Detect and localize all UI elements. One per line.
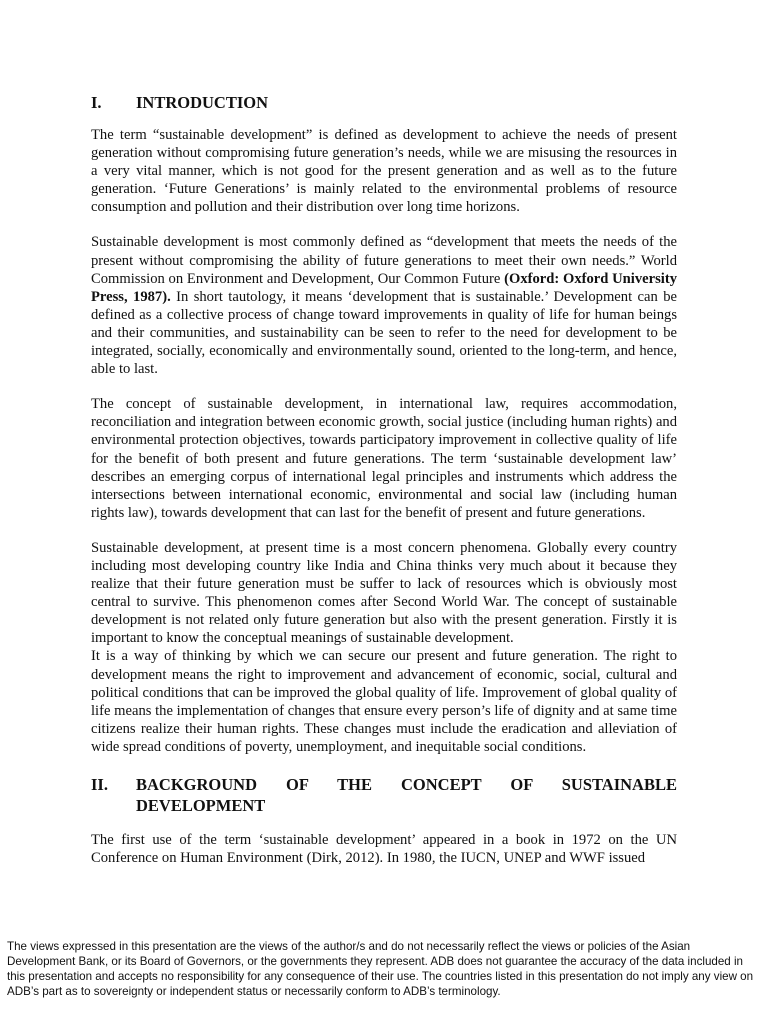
section-number: II. [91, 775, 108, 794]
section-number: I. [91, 93, 102, 112]
section-heading-introduction [91, 92, 677, 113]
section-title: INTRODUCTION [136, 93, 269, 112]
paragraph-text-part: Sustainable development is most commonly defined as “development that meets the needs of the present without compromising the ability of future generations to meet their own needs.” World Commission on Environment and Development, Our Common Future [91, 234, 677, 287]
disclaimer-footer: The views expressed in this presentation are the views of the author/s and do not necessarily reflect the views or policies of the Asian Development Bank, or its Board of Governors, or the governments they represent. ADB does not guarantee the accuracy of the data included in this presentation and accepts no responsibility for any consequence of their use. The countries listed in this presentation do not imply any view on ADB’s part as to sovereignty or independent status or necessarily conform to ADB’s terminology. [7, 939, 759, 999]
paragraph-international-law: The concept of sustainable development, in international law, requires accommodation, reconciliation and integration between economic growth, social justice (including human rights) and environmental protection objectives, towards participatory improvement in collective quality of life for the benefit of both present and future generations. The term ‘sustainable development law’ describes an emerging corpus of international legal principles and instruments which address the intersections between international economic, environmental and social law (including human rights law), towards development that can last for the benefit of present and future generations. [91, 396, 678, 521]
paragraph-first-use: The first use of the term ‘sustainable development’ appeared in a book in 1972 on the UN Conference on Human Environment (Dirk, 2012). In 1980, the IUCN, UNEP and WWF issued [91, 832, 677, 867]
document-body [91, 92, 677, 884]
section-title: BACKGROUND OF THE CONCEPT OF SUSTAINABLE DEVELOPMENT [136, 775, 677, 815]
citation-bold: (Oxford: Oxford University Press, 1987). [91, 270, 677, 305]
paragraph-text-part: In short tautology, it means ‘development that is sustainable.’ Development can be defined as a collective process of change toward improvements in quality of life for human beings and their communities, and sustainability can be seen to refer to the need for development to be integrated, socially, economically and environmentally sound, oriented to the long-term, and hence, able to last. [91, 288, 677, 378]
section-heading-background [91, 774, 677, 816]
paragraph-common-definition [91, 233, 677, 378]
paragraph-present-concern: Sustainable development, at present time is a most concern phenomena. Globally every country including most developing country like India and China thinks very much about it because they realize that their future generation must be suffer to lack of resources which is obviously most central to survive. This phenomenon comes after Second World War. The concept of sustainable development is not related only future generation but also with the present generation. Firstly it is important to know the conceptual meanings of sustainable development. [91, 539, 677, 647]
paragraph-definition: The term “sustainable development” is defined as development to achieve the needs of present generation without compromising future generation’s needs, while we are misusing the resources in a very vital manner, which is not good for the present generation and as well as to the future generation. ‘Future Generations’ is mainly related to the environmental problems of resource consumption and pollution and their distribution over long time horizons. [91, 127, 677, 216]
paragraph-way-of-thinking: It is a way of thinking by which we can secure our present and future generation. The right to development means the right to improvement and advancement of economic, social, cultural and political conditions that can be improved the global quality of life. Improvement of global quality of life means the implementation of changes that ensure every person’s life of dignity and at same time citizens realize their human rights. These changes must include the eradication and alleviation of wide spread conditions of poverty, unemployment, and inequitable social conditions. [91, 648, 677, 755]
